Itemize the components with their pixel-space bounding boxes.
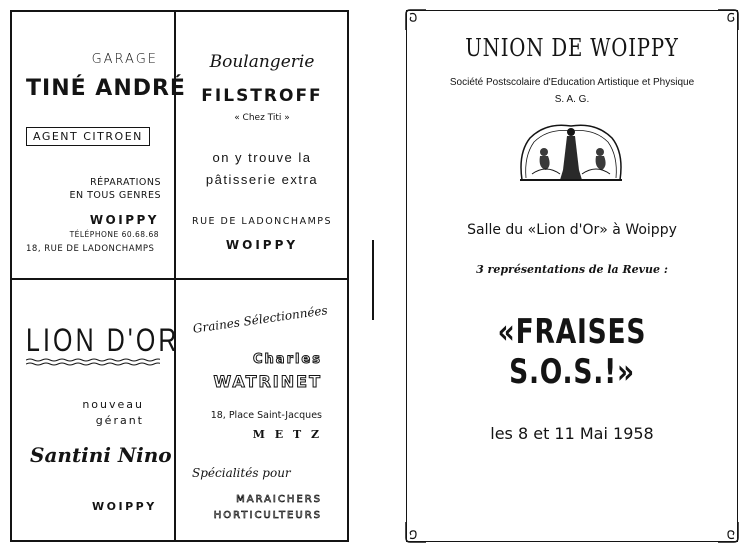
garage-services-line1: RÉPARATIONS (90, 177, 161, 188)
cover-venue: Salle du «Lion d'Or» à Woippy (467, 222, 677, 238)
corner-ornament-icon (716, 520, 740, 544)
bakery-line1: on y trouve la (212, 150, 312, 165)
cover-dates: les 8 et 11 Mai 1958 (490, 424, 654, 443)
corner-ornament-icon (716, 8, 740, 32)
ads-horizontal-divider (10, 278, 349, 280)
lion-dor-name: LION D'OR (26, 322, 180, 358)
garage-services (69, 176, 161, 202)
seeds-spec2: HORTICULTEURS (213, 510, 322, 521)
garage-services-line2: EN TOUS GENRES (69, 190, 161, 201)
bakery-nickname: « Chez Titi » (234, 113, 290, 123)
garage-address: 18, RUE DE LADONCHAMPS (26, 244, 155, 254)
seeds-city: M E T Z (252, 428, 322, 441)
garage-town: WOIPPY (89, 213, 159, 227)
bakery-address: RUE DE LADONCHAMPS (191, 216, 333, 227)
seeds-first-name: Charles (253, 352, 322, 367)
bakery-name: FILSTROFF (201, 86, 323, 106)
seeds-spec: Spécialités pour (192, 466, 291, 480)
seeds-address: 18, Place Saint-Jacques (210, 410, 322, 421)
seeds-last-name: WATRINET (213, 372, 322, 391)
bakery-line2: pâtisserie extra (205, 172, 319, 187)
bakery-kicker: Boulangerie (209, 52, 315, 72)
cover-subtitle: Société Postscolaire d'Education Artistique et Physique (449, 77, 695, 88)
wavy-rule (26, 358, 160, 366)
seeds-spec1: MARAICHERS (236, 494, 322, 505)
garage-phone: TÉLÉPHONE 60.68.68 (69, 230, 159, 239)
cover-performances: 3 représentations de la Revue : (476, 263, 668, 276)
garage-kicker: GARAGE (91, 52, 158, 67)
lion-line1: nouveau (82, 398, 144, 411)
cover-abbr: S. A. G. (554, 94, 590, 105)
corner-ornament-icon (404, 520, 428, 544)
cover-show-title: «FRAISES S.O.S.!» (497, 312, 647, 392)
bakery-town: WOIPPY (225, 238, 299, 252)
garage-name: TINÉ ANDRÉ (26, 76, 186, 101)
cover-title: UNION DE WOIPPY (465, 34, 679, 62)
emblem-vignette-icon (516, 118, 626, 188)
agent-citroen-box: AGENT CITROEN (26, 127, 150, 146)
binding-mark (372, 240, 374, 320)
lion-manager: Santini Nino (30, 443, 172, 467)
cover-frame (406, 10, 738, 542)
lion-line2: gérant (95, 414, 144, 427)
corner-ornament-icon (404, 8, 428, 32)
lion-town: WOIPPY (92, 500, 157, 513)
seeds-kicker: Graines Sélectionnées (192, 303, 329, 336)
